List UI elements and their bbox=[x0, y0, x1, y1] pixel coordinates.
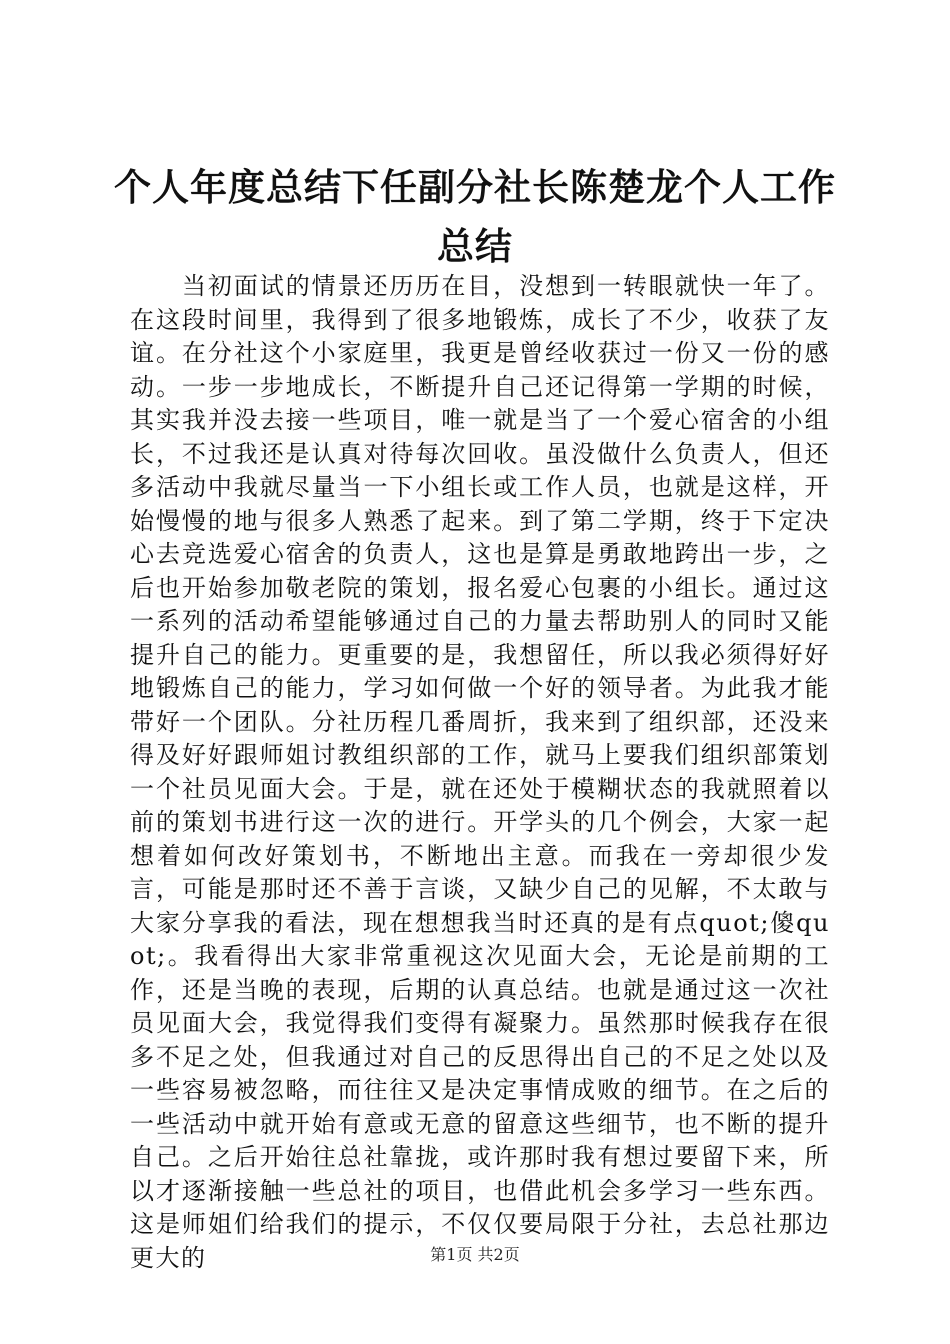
page-number-footer: 第1页 共2页 bbox=[430, 1245, 520, 1264]
document-title: 个人年度总结下任副分社长陈楚龙个人工作总结 bbox=[114, 166, 836, 268]
document-body-paragraph: 当初面试的情景还历历在目，没想到一转眼就快一年了。在这段时间里，我得到了很多地锻炼，成长了不少，收获了友谊。在分社这个小家庭里，我更是曾经收获过一份又一份的感动。一步一步地成长，不断提升自己还记得第一学期的时候，其实我并没去接一些项目，唯一就是当了一个爱心宿舍的小组长，不过我还是认真对待每次回收。虽没做什么负责人，但还多活动中我就尽量当一下小组长或工作人员，也就是这样，开始慢慢的地与很多人熟悉了起来。到了第二学期，终于下定决心去竞选爱心宿舍的负责人，这也是算是勇敢地跨出一步，之后也开始参加敬老院的策划，报名爱心包裹的小组长。通过这一系列的活动希望能够通过自己的力量去帮助别人的同时又能提升自己的能力。更重要的是，我想留任，所以我必须得好好地锻炼自己的能力，学习如何做一个好的领导者。为此我才能带好一个团队。分社历程几番周折，我来到了组织部，还没来得及好好跟师姐讨教组织部的工作，就马上要我们组织部策划一个社员见面大会。于是，就在还处于模糊状态的我就照着以前的策划书进行这一次的进行。开学头的几个例会，大家一起想着如何改好策划书，不断地出主意。而我在一旁却很少发言，可能是那时还不善于言谈，又缺少自己的见解，不太敢与大家分享我的看法，现在想想我当时还真的是有点quot;傻quot;。我看得出大家非常重视这次见面大会，无论是前期的工作，还是当晚的表现，后期的认真总结。也就是通过这一次社员见面大会，我觉得我们变得有凝聚力。虽然那时候我存在很多不足之处，但我通过对自己的反思得出自己的不足之处以及一些容易被忽略，而往往又是决定事情成败的细节。在之后的一些活动中就开始有意或无意的留意这些细节，也不断的提升自己。之后开始往总社靠拢，或许那时我有想过要留下来，所以才逐渐接触一些总社的项目，也借此机会多学习一些东西。这是师姐们给我们的提示，不仅仅要局限于分社，去总社那边更大的 bbox=[130, 272, 830, 1272]
